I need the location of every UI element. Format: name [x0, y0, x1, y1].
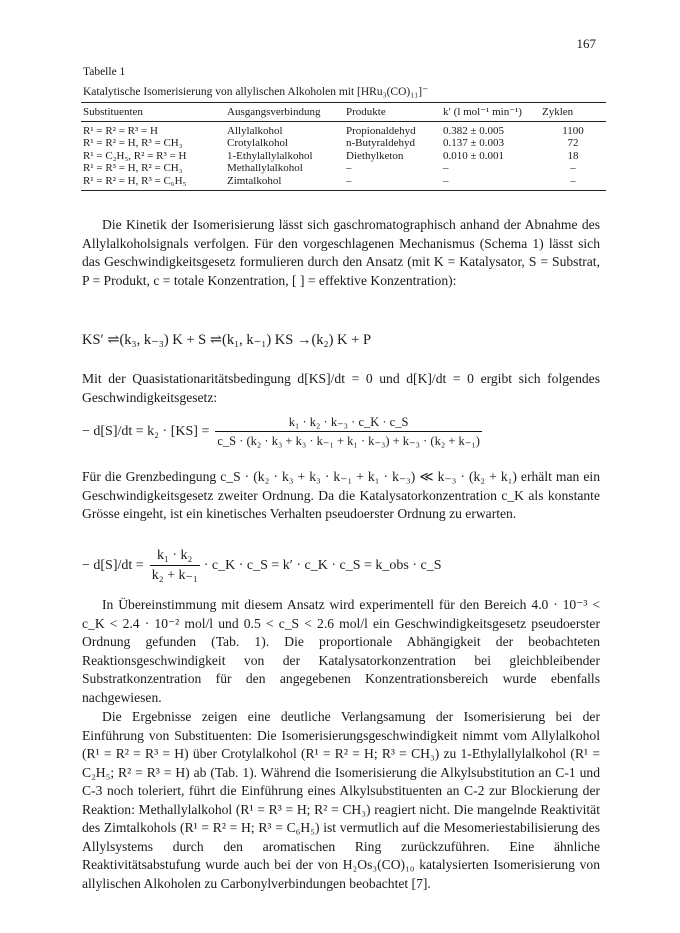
table-cell: – — [344, 175, 441, 191]
table-header: Substituenten — [81, 103, 225, 122]
table-header: Ausgangsverbindung — [225, 103, 344, 122]
table-cell: Methallylalkohol — [227, 162, 303, 174]
table-cell: Zimtalkohol — [225, 175, 344, 191]
rate-law-fraction — [215, 414, 482, 449]
table-row — [81, 175, 606, 191]
table-cell: R¹ = C₂H₅, R² = R³ = H — [83, 149, 187, 162]
table-cell: 0.010 ± 0.001 — [443, 149, 505, 162]
table-header: Produkte — [344, 103, 441, 122]
pseudo-first-order-equation — [82, 548, 442, 584]
pseudo-numerator: k₁ · k₂ — [150, 548, 200, 566]
data-table — [81, 102, 606, 191]
table-cell: R¹ = R² = R³ = H — [83, 124, 158, 137]
mechanism-equation: KS′ ⇌(k₃, k₋₃) K + S ⇌(k₁, k₋₁) KS →(k₂) K + P — [82, 332, 372, 348]
table-cell: 18 — [567, 149, 579, 162]
paragraph-quasistationary: Mit der Quasistationaritätsbedingung d[KS]/dt = 0 und d[K]/dt = 0 ergibt sich folgendes Geschwindigkeitsgesetz: — [82, 371, 600, 405]
table-header: Zyklen — [540, 103, 606, 122]
table-cell: 0.137 ± 0.003 — [443, 137, 505, 149]
table-cell: 1-Ethylallylalkohol — [227, 149, 313, 162]
table-row — [81, 162, 606, 175]
table-caption: Katalytische Isomerisierung von allylischen Alkoholen mit [HRu₃(CO)₁₁]⁻ — [83, 86, 429, 98]
table-cell: 1100 — [562, 124, 584, 137]
table-cell: – — [346, 162, 352, 174]
table-cell: – — [540, 175, 606, 191]
pseudo-lhs: − d[S]/dt = — [82, 558, 144, 573]
pseudo-fraction — [150, 548, 200, 584]
table-cell: – — [443, 162, 449, 174]
table-cell: n-Butyraldehyd — [346, 137, 416, 149]
rate-law-denominator: c_S · (k₂ · k₃ + k₃ · k₋₁ + k₁ · k₋₃) + k₋₃ · (k₂ + k₋₁) — [217, 434, 480, 448]
table-cell: – — [441, 175, 540, 191]
page-number: 167 — [576, 36, 596, 51]
table-cell: Propionaldehyd — [346, 124, 416, 137]
pseudo-denominator: k₂ + k₋₁ — [151, 568, 198, 583]
rate-law-lhs: − d[S]/dt = k₂ · [KS] = — [82, 423, 210, 439]
table-cell: R¹ = R² = H, R³ = C₆H₅ — [81, 175, 225, 191]
table-row — [81, 121, 606, 137]
paragraph-results: Die Ergebnisse zeigen eine deutliche Verlangsamung der Isomerisierung bei der Einführung von Substituenten: Die Isomerisierungsgeschwindigkeit nimmt vom Allylalkohol (R¹ = R² = R³ = H) über Crotylalkohol (R¹ = R² = H; R³ = CH₃) zu 1-Ethylallylalkohol (R¹ = C₂H₅; R² = R³ = H) ab (Tab. 1). Während die Isomerisierung die Alkylsubstitution an C-1 und C-3 noch toleriert, führt die Einführung eines Alkylsubstituenten an C-2 zur Blockierung der Reaktion: Methallylalkohol (R¹ = R³ = H; R² = CH₃) reagiert nicht. Die mangelnde Reaktivität des Zimtalkohols (R¹ = R² = H; R³ = C₆H₅) ist vermutlich auf die Mesomeriestabilisierung des Allylsystems durch den aromatischen Ring zurückzuführen. Eine ähnliche Reaktivitätsabstufung wurde auch bei der von H₂Os₃(CO)₁₀ katalysierten Isomerisierung von allylischen Alkoholen zu Carbonylverbindungen beobachtet [7]. — [82, 709, 600, 891]
paragraph-boundary: Für die Grenzbedingung c_S · (k₂ · k₃ + k₃ · k₋₁ + k₁ · k₋₃) ≪ k₋₃ · (k₂ + k₁) erhält man ein Geschwindigkeitsgesetz zweiter Ordnung. Da die Katalysatorkonzentration c_K als konstante Grösse eingeht, ist ein kinetisches Verhalten pseudoerster Ordnung zu erwarten. — [82, 469, 600, 521]
table-cell: Crotylalkohol — [227, 137, 289, 149]
table-header: k′ (l mol⁻¹ min⁻¹) — [441, 103, 540, 122]
paragraph-kinetics: Die Kinetik der Isomerisierung lässt sich gaschromatographisch anhand der Abnahme des Allylalkoholsignals verfolgen. Für den vorgeschlagenen Mechanismus (Schema 1) lässt sich das Geschwindigkeitsgesetz formulieren durch den Ansatz (mit K = Katalysator, S = Substrat, P = Produkt, c = totale Konzentration, [ ] = effektive Konzentration): — [82, 217, 600, 288]
table-cell: 0.382 ± 0.005 — [443, 124, 505, 137]
paragraph-experiment: In Übereinstimmung mit diesem Ansatz wird experimentell für den Bereich 4.0 · 10⁻³ < c_K < 2.4 · 10⁻² mol/l und 0.5 < c_S < 2.6 mol/l ein Geschwindigkeitsgesetz pseudoerster Ordnung gefunden (Tab. 1). Die proportionale Abhängigkeit der beobachteten Reaktionsgeschwindigkeit von der Katalysatorkonzentration bei gleichbleibender Substratkonzentration für den angegebenen Konzentrationsbereich wurde ebenfalls nachgewiesen. — [82, 597, 600, 705]
table-header-row — [81, 103, 606, 122]
pseudo-rhs: · c_K · c_S = k′ · c_K · c_S = k_obs · c_S — [203, 558, 442, 573]
rate-law-numerator: k₁ · k₂ · k₋₃ · c_K · c_S — [215, 414, 482, 432]
table-cell: R¹ = R³ = H, R² = CH₃ — [83, 162, 183, 174]
table-cell: – — [570, 162, 576, 174]
table-row — [81, 137, 606, 150]
table-cell: R¹ = R² = H, R³ = CH₃ — [83, 137, 183, 149]
table-cell: Diethylketon — [346, 149, 404, 162]
table-row — [81, 150, 606, 163]
table-cell: 72 — [567, 137, 579, 149]
table-cell: Allylalkohol — [227, 124, 283, 137]
table-label: Tabelle 1 — [83, 66, 126, 78]
rate-law-equation — [82, 414, 482, 449]
